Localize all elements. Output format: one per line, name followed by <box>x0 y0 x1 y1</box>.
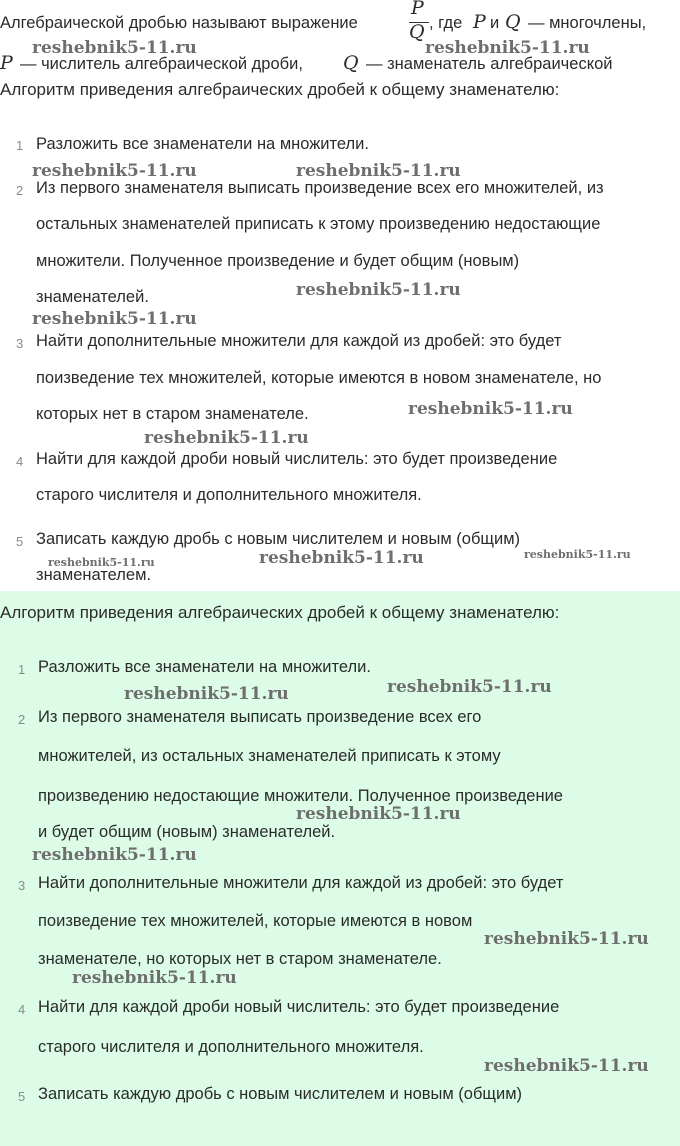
item-line: поизведение тех множителей, которые имеются в новом знаменателе, но <box>36 369 602 387</box>
watermark: reshebnik5-11.ru <box>144 428 309 448</box>
watermark: reshebnik5-11.ru <box>32 38 197 58</box>
watermark: reshebnik5-11.ru <box>425 38 590 58</box>
item-line: Разложить все знаменатели на множители. <box>36 135 369 153</box>
intro-and: и <box>490 14 500 32</box>
section-heading: Алгоритм приведения алгебраических дробей к общему знаменателю: <box>0 80 560 99</box>
watermark: reshebnik5-11.ru <box>259 548 424 568</box>
intro-line2-clip <box>0 0 680 73</box>
item-number: 4 <box>18 1002 26 1017</box>
watermark: reshebnik5-11.ru <box>408 399 573 419</box>
item-line: Записать каждую дробь с новым числителем и новым (общим) <box>38 1085 523 1103</box>
item-line: знаменателем. <box>36 566 152 584</box>
watermark: reshebnik5-11.ru <box>48 556 155 569</box>
fraction-numerator: P <box>411 0 424 19</box>
item-line: и будет общим (новым) знаменателей. <box>38 823 336 841</box>
line2-variable-p: P <box>0 52 13 73</box>
item-line: Из первого знаменателя выписать произведение всех его <box>38 708 482 726</box>
item-line: Записать каждую дробь с новым числителем и новым (общим) <box>36 530 521 548</box>
watermark: reshebnik5-11.ru <box>524 548 631 561</box>
watermark: reshebnik5-11.ru <box>124 684 289 704</box>
item-line: множителей, из остальных знаменателей приписать к этому <box>38 747 501 765</box>
item-line: Разложить все знаменатели на множители. <box>38 658 371 676</box>
line2-text-b: — знаменатель алгебраической <box>366 55 613 73</box>
item-line: которых нет в старом знаменателе. <box>36 405 309 423</box>
watermark: reshebnik5-11.ru <box>32 309 197 329</box>
intro-text-polys: — многочлены, <box>528 14 647 32</box>
item-line: знаменателе, но которых нет в старом знаменателе. <box>38 950 442 968</box>
section-heading: Алгоритм приведения алгебраических дробей к общему знаменателю: <box>0 603 560 622</box>
watermark: reshebnik5-11.ru <box>296 280 461 300</box>
item-number: 5 <box>18 1089 26 1104</box>
intro-text-before: Алгебраической дробью называют выражение <box>0 14 358 32</box>
item-line: Найти дополнительные множители для каждой из дробей: это будет <box>36 332 562 350</box>
item-line: Найти для каждой дроби новый числитель: это будет произведение <box>36 450 558 468</box>
line2-text-a: — числитель алгебраической дроби, <box>20 55 303 73</box>
item-number: 2 <box>16 183 24 198</box>
watermark: reshebnik5-11.ru <box>484 929 649 949</box>
item-number: 5 <box>16 534 24 549</box>
line2-variable-q: Q <box>343 52 359 73</box>
watermark: reshebnik5-11.ru <box>296 804 461 824</box>
watermark: reshebnik5-11.ru <box>296 161 461 181</box>
item-line: множители. Полученное произведение и будет общим (новым) <box>36 252 520 270</box>
intro-text-where: , где <box>429 14 463 32</box>
item-line: знаменателей. <box>36 288 149 306</box>
item-line: старого числителя и дополнительного множителя. <box>38 1038 424 1056</box>
watermark: reshebnik5-11.ru <box>72 968 237 988</box>
variable-q: Q <box>505 11 521 33</box>
item-line: Из первого знаменателя выписать произведение всех его множителей, из <box>36 179 604 197</box>
item-line: поизведение тех множителей, которые имеются в новом <box>38 912 473 930</box>
item-line: старого числителя и дополнительного множителя. <box>36 486 422 504</box>
item-line: остальных знаменателей приписать к этому произведению недостающие <box>36 215 601 233</box>
watermark: reshebnik5-11.ru <box>484 1056 649 1076</box>
fraction-denominator: Q <box>409 21 425 43</box>
item-number: 1 <box>18 662 26 677</box>
item-number: 3 <box>16 336 24 351</box>
item-number: 4 <box>16 454 24 469</box>
item-line: произведению недостающие множители. Полученное произведение <box>38 787 563 805</box>
variable-p: P <box>473 11 486 33</box>
item-number: 3 <box>18 878 26 893</box>
watermark: reshebnik5-11.ru <box>387 677 552 697</box>
item-line: Найти для каждой дроби новый числитель: это будет произведение <box>38 998 560 1016</box>
item-line: Найти дополнительные множители для каждой из дробей: это будет <box>38 874 564 892</box>
watermark: reshebnik5-11.ru <box>32 161 197 181</box>
item-number: 2 <box>18 712 26 727</box>
watermark: reshebnik5-11.ru <box>32 845 197 865</box>
item-number: 1 <box>16 138 24 153</box>
